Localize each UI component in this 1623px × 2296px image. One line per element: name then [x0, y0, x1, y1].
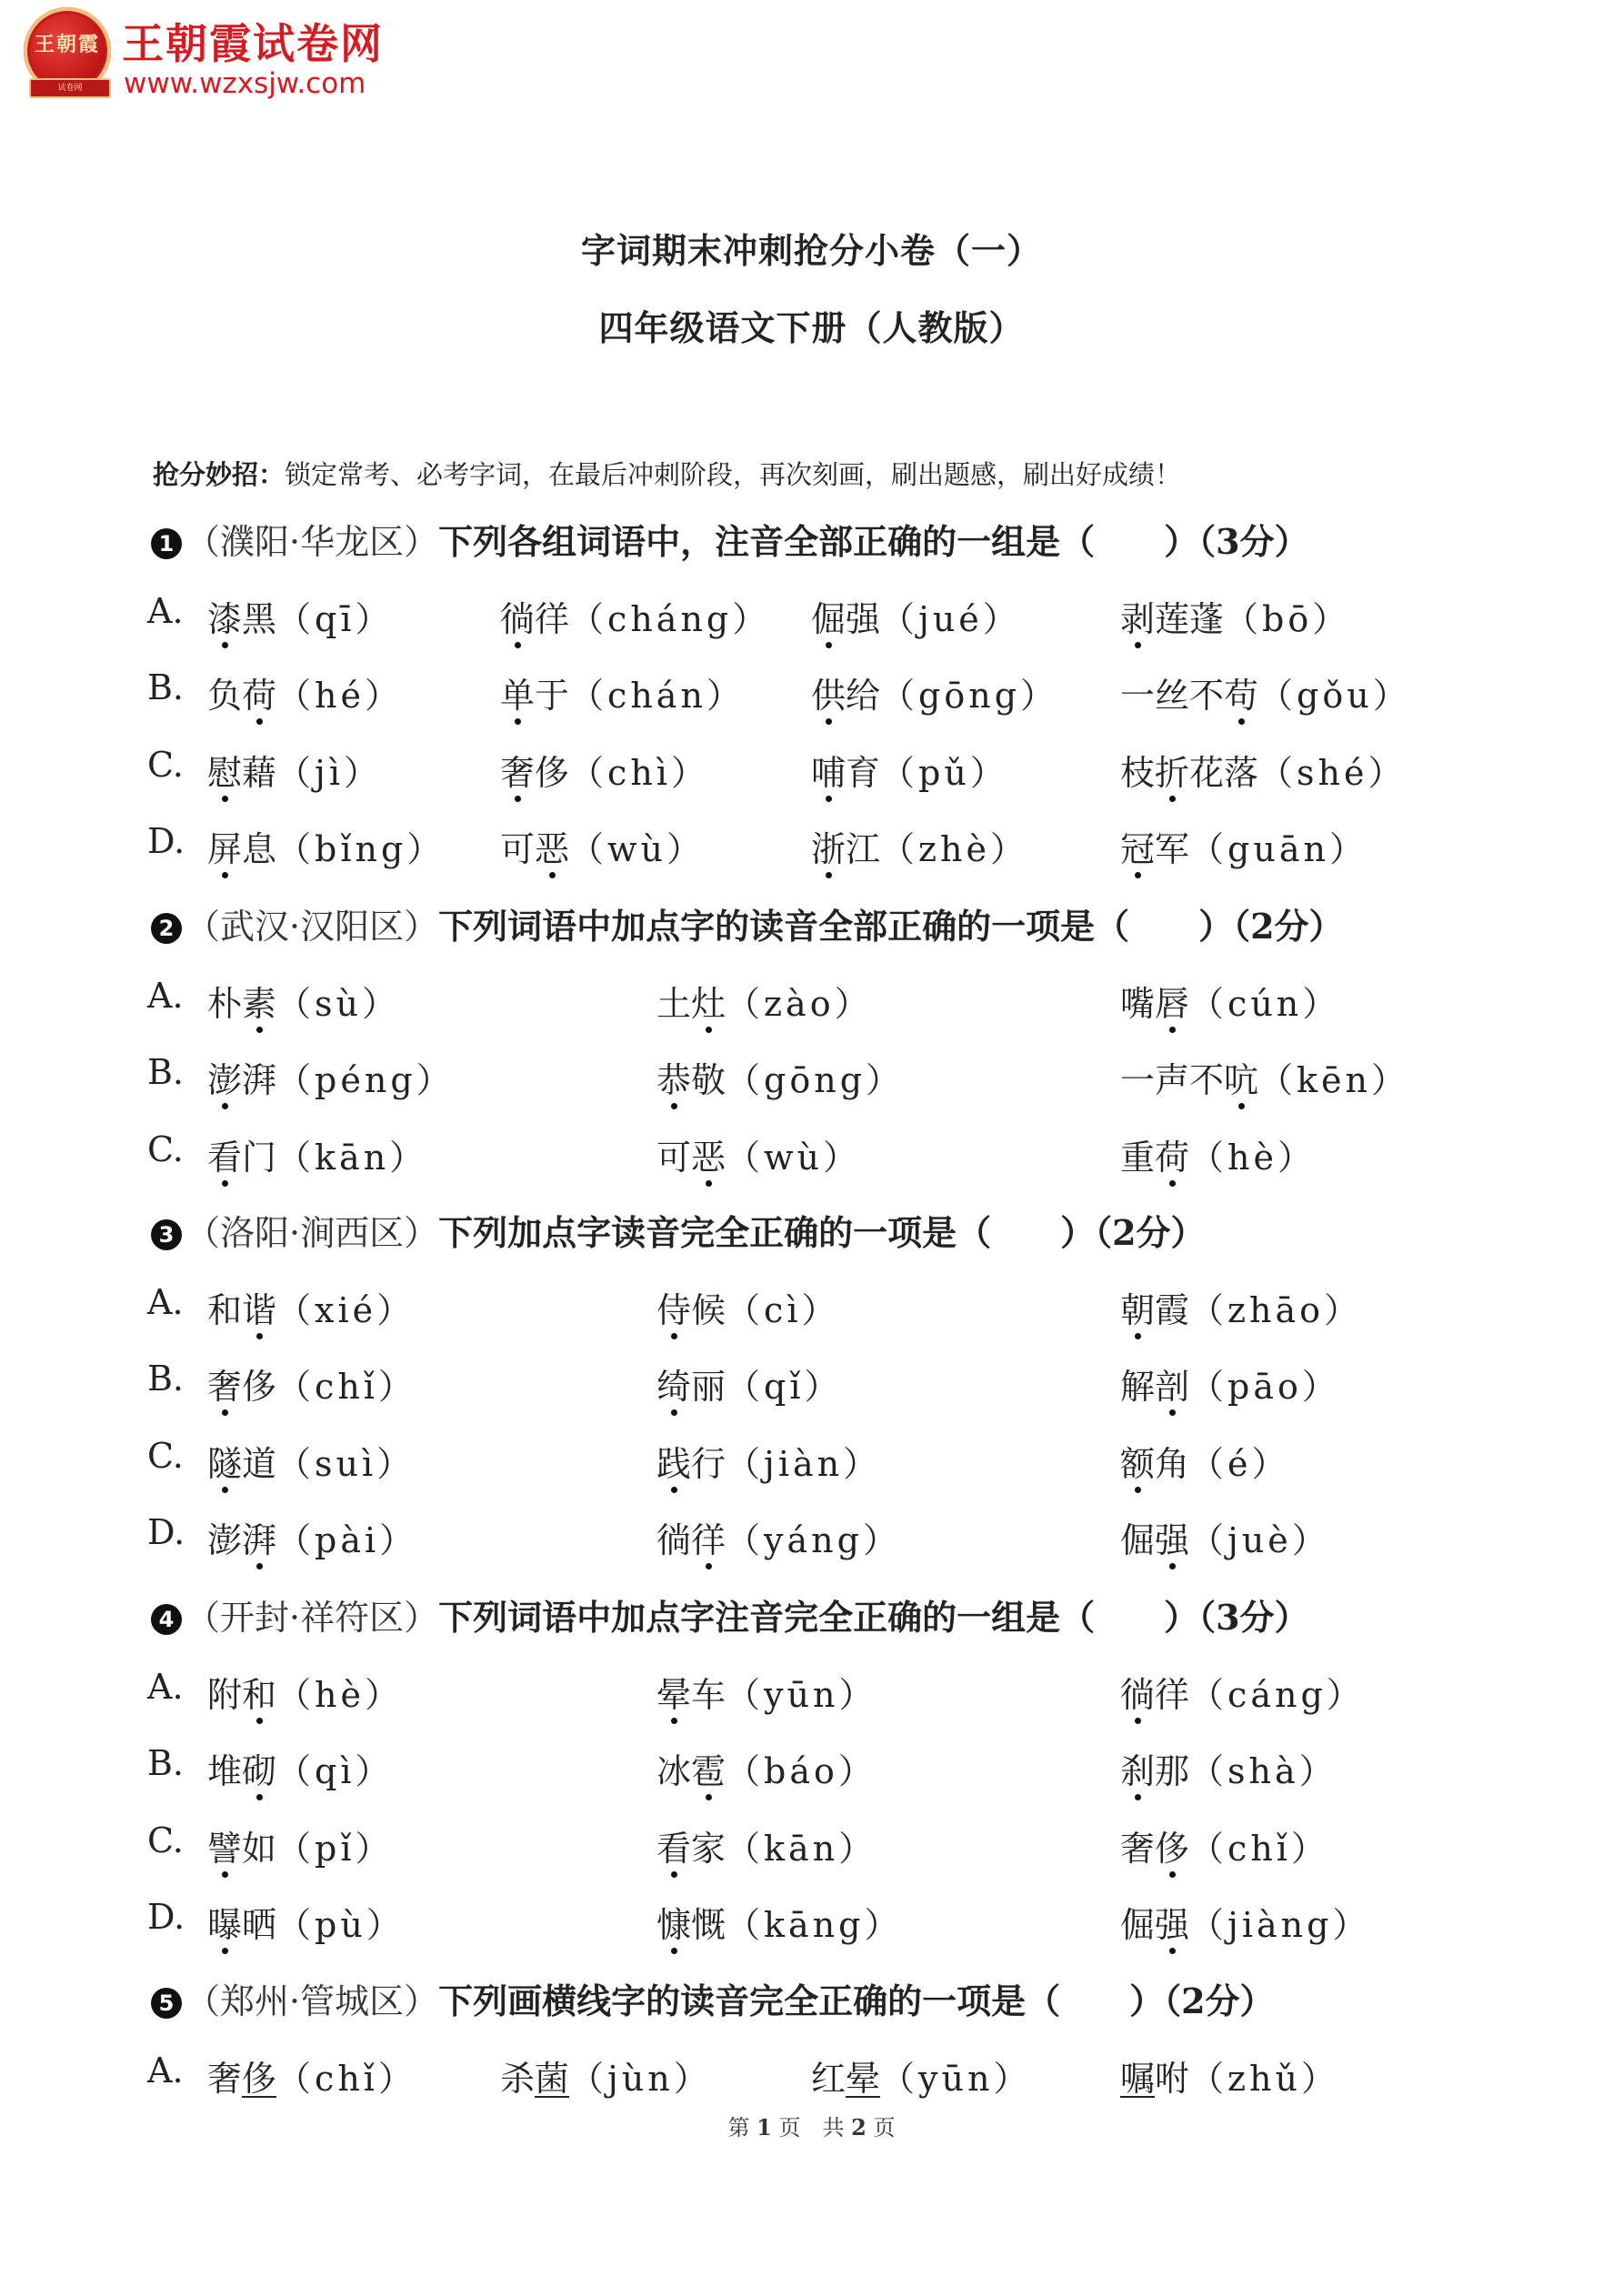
dotted-char: 供 [811, 667, 846, 717]
footer-total-pages: 2 [851, 2114, 867, 2141]
option-word [1120, 1129, 1316, 1179]
word-prefix: 红 [811, 2058, 847, 2099]
option-word [1120, 976, 1340, 1026]
option-letter: D. [147, 821, 185, 861]
option-letter: A. [147, 590, 184, 631]
option-word [656, 1512, 901, 1562]
option-letter: D. [147, 1897, 185, 1937]
pinyin: （báo） [726, 1751, 877, 1791]
word-suffix: 强 [846, 598, 881, 639]
option-letter: C. [147, 744, 184, 785]
pinyin: （gōng） [880, 676, 1059, 716]
pinyin: （cháng） [569, 598, 771, 639]
dotted-char: 荷 [1155, 1129, 1189, 1179]
page-title: 字词期末冲刺抢分小卷（一） [580, 230, 1042, 271]
dotted-char: 绮 [656, 1359, 691, 1409]
dotted-char: 慷 [656, 1897, 691, 1947]
word-prefix: 和 [207, 1289, 243, 1330]
pinyin: （zhè） [880, 829, 1029, 869]
dotted-char: 强 [1155, 1897, 1189, 1947]
pinyin: （cáng） [1189, 1674, 1365, 1715]
dotted-char: 单 [500, 667, 535, 717]
dotted-char: 晕 [656, 1667, 691, 1717]
option-word [207, 2050, 416, 2100]
option-word [656, 1129, 861, 1179]
question-source: （郑州·管城区） [185, 1981, 439, 2021]
option-letter: B. [147, 1359, 185, 1399]
pinyin: （juè） [1189, 1520, 1330, 1560]
option-word [656, 1667, 877, 1717]
option-word [1120, 821, 1368, 871]
option-word [1120, 1512, 1330, 1562]
pinyin: （zhǔ） [1189, 2058, 1339, 2099]
word-suffix: 如 [242, 1828, 277, 1869]
option-word [656, 1359, 843, 1409]
word-prefix: 解 [1120, 1367, 1156, 1407]
option-word [207, 1052, 455, 1102]
option-word [1120, 1052, 1409, 1102]
pinyin: （hè） [276, 1674, 403, 1715]
underlined-char: 侈 [242, 2058, 277, 2099]
pinyin: （hè） [1189, 1137, 1316, 1178]
pinyin: （chán） [569, 676, 745, 716]
option-word [811, 745, 1008, 795]
question-score: （2分） [1164, 1980, 1275, 2021]
dotted-char: 奢 [207, 1359, 242, 1409]
pinyin: （zhāo） [1189, 1289, 1363, 1330]
dotted-char: 刹 [1120, 1743, 1155, 1793]
question-text: 下列加点字读音完全正确的一项是（ ） [438, 1212, 1096, 1253]
word-suffix: 给 [846, 676, 881, 716]
footer-mid: 页 共 [778, 2115, 845, 2141]
option-word [207, 1512, 417, 1562]
word-suffix: 侈 [535, 752, 570, 793]
dotted-char: 折 [1155, 745, 1189, 795]
option-letter: A. [147, 975, 184, 1016]
option-letter: B. [147, 667, 185, 707]
word-suffix: 侈 [242, 1367, 277, 1407]
pinyin: （cún） [1189, 983, 1341, 1024]
word-prefix: 负 [207, 676, 243, 716]
question-header [151, 1973, 1275, 2023]
question-source: （洛阳·涧西区） [185, 1213, 439, 1253]
dotted-char: 倔 [811, 591, 846, 641]
dotted-char: 看 [207, 1129, 242, 1179]
question-score: （3分） [1198, 1597, 1309, 1638]
dotted-char: 恭 [656, 1052, 691, 1102]
logo-seal-ribbon: 试卷网 [29, 78, 111, 98]
option-word [1120, 2050, 1339, 2100]
footer-pre: 第 [727, 2115, 750, 2141]
page-footer [0, 2110, 1623, 2141]
word-suffix: 江 [846, 829, 881, 869]
pinyin: （jiàng） [1189, 1905, 1371, 1945]
question-number-icon: 3 [151, 1219, 182, 1250]
pinyin: （jiàn） [726, 1443, 882, 1484]
word-suffix: 家 [691, 1828, 726, 1869]
option-word [1120, 1282, 1362, 1332]
option-word [1120, 1359, 1340, 1409]
footer-post: 页 [873, 2115, 896, 2141]
question-number-icon: 1 [151, 528, 182, 559]
option-word [207, 591, 394, 641]
question-number-icon: 2 [151, 913, 182, 944]
underlined-char: 菌 [535, 2058, 570, 2099]
pinyin: （bō） [1224, 598, 1351, 639]
option-word [656, 1820, 877, 1870]
option-word [500, 2050, 712, 2100]
option-word [207, 745, 382, 795]
dotted-char: 朝 [1120, 1282, 1155, 1332]
word-suffix: 门 [242, 1137, 277, 1178]
pinyin: （kān） [276, 1137, 428, 1178]
dotted-char: 譬 [207, 1820, 242, 1870]
option-word [207, 1667, 403, 1717]
word-prefix: 枝 [1120, 752, 1156, 793]
word-suffix: 慨 [691, 1905, 726, 1945]
question-source: （开封·祥符区） [185, 1598, 439, 1638]
word-prefix: 堆 [207, 1751, 243, 1791]
pinyin: （yūn） [726, 1674, 877, 1715]
word-prefix: 奢 [1120, 1828, 1156, 1869]
word-prefix: 倔 [1120, 1520, 1156, 1560]
option-letter: C. [147, 1435, 184, 1476]
dotted-char: 屏 [207, 821, 242, 871]
pinyin: （yáng） [726, 1520, 901, 1560]
word-suffix: 晒 [242, 1905, 277, 1945]
word-prefix: 重 [1120, 1137, 1156, 1178]
footer-page-number: 1 [756, 2114, 772, 2141]
pinyin: （péng） [276, 1060, 455, 1100]
word-prefix: 土 [656, 983, 692, 1024]
question-text: 下列各组词语中，注音全部正确的一组是（ ） [438, 521, 1199, 562]
pinyin: （yūn） [880, 2058, 1032, 2099]
word-prefix: 奢 [207, 2058, 243, 2099]
word-suffix: 霞 [1155, 1289, 1190, 1330]
underlined-char: 嘱 [1120, 2058, 1156, 2099]
brand-url: www.wzxsjw.com [124, 67, 366, 100]
option-letter: C. [147, 1128, 184, 1169]
pinyin: （chǐ） [1189, 1828, 1329, 1869]
question-source: （濮阳·华龙区） [185, 522, 439, 562]
page-subtitle: 四年级语文下册（人教版） [598, 307, 1025, 348]
option-word [656, 1052, 904, 1102]
question-text: 下列词语中加点字注音完全正确的一组是（ ） [438, 1597, 1199, 1638]
option-word [207, 1820, 394, 1870]
option-word [207, 1282, 415, 1332]
question-number-icon: 4 [151, 1604, 182, 1635]
word-suffix: 丽 [691, 1367, 726, 1407]
dotted-char: 慰 [207, 745, 242, 795]
dotted-char: 哺 [811, 745, 846, 795]
pinyin: （pǔ） [880, 752, 1008, 793]
dotted-char: 素 [242, 976, 276, 1026]
word-prefix: 徜 [656, 1520, 692, 1560]
option-letter: B. [147, 1052, 185, 1092]
option-word [811, 667, 1058, 717]
dotted-char: 和 [242, 1667, 276, 1717]
dotted-char: 苟 [1224, 667, 1258, 717]
pinyin: （gǒu） [1258, 676, 1411, 716]
word-prefix: 可 [500, 829, 536, 869]
pinyin: （kān） [726, 1828, 877, 1869]
word-suffix: 军 [1155, 829, 1190, 869]
pinyin: （sù） [276, 983, 401, 1024]
option-word [207, 1129, 427, 1179]
word-suffix: 湃 [242, 1060, 277, 1100]
option-word [656, 1743, 877, 1793]
pinyin: （chì） [569, 752, 709, 793]
pinyin: （kēn） [1258, 1060, 1410, 1100]
pinyin: （shà） [1189, 1751, 1337, 1791]
option-word [500, 667, 745, 717]
pinyin: （pù） [276, 1905, 405, 1945]
option-word [207, 821, 445, 871]
question-score: （2分） [1095, 1212, 1206, 1253]
word-suffix: 徉 [535, 598, 570, 639]
option-word [656, 1282, 839, 1332]
dotted-char: 吭 [1224, 1052, 1258, 1102]
option-letter: A. [147, 1281, 184, 1322]
word-suffix: 那 [1155, 1751, 1190, 1791]
dotted-char: 额 [1120, 1436, 1155, 1486]
pinyin: （qì） [276, 1751, 394, 1791]
pinyin: （wù） [726, 1137, 862, 1178]
tip-label: 抢分妙招： [153, 459, 286, 490]
site-logo [24, 7, 442, 107]
dotted-char: 践 [656, 1436, 691, 1486]
option-word [207, 1436, 415, 1486]
option-letter: C. [147, 1820, 184, 1860]
tip-line [153, 455, 1181, 492]
word-suffix: 育 [846, 752, 881, 793]
option-word [207, 976, 400, 1026]
word-suffix: 候 [691, 1289, 726, 1330]
pinyin: （qǐ） [726, 1367, 843, 1407]
dotted-char: 冠 [1120, 821, 1155, 871]
pinyin: （xié） [276, 1289, 416, 1330]
option-word [1120, 1667, 1365, 1717]
dotted-char: 曝 [207, 1897, 242, 1947]
option-word [500, 591, 770, 641]
option-letter: D. [147, 1512, 185, 1552]
pinyin: （kāng） [726, 1905, 903, 1945]
pinyin: （suì） [276, 1443, 416, 1484]
option-letter: B. [147, 1743, 185, 1783]
word-suffix: 角 [1155, 1443, 1190, 1484]
word-prefix: 澎 [207, 1520, 243, 1560]
option-word [500, 821, 705, 871]
dotted-char: 唇 [1155, 976, 1189, 1026]
word-prefix: 附 [207, 1674, 243, 1715]
option-word [1120, 1743, 1337, 1793]
word-suffix: 于 [535, 676, 570, 716]
dotted-char: 湃 [242, 1512, 276, 1562]
option-word [207, 667, 403, 717]
word-prefix: 一丝不 [1120, 676, 1225, 716]
dotted-char: 徜 [1120, 1667, 1155, 1717]
word-prefix: 朴 [207, 983, 243, 1024]
option-word [811, 591, 1021, 641]
tip-text: 锁定常考、必考字词，在最后冲刺阶段，再次刻画，刷出题感，刷出好成绩！ [285, 459, 1182, 490]
option-word [207, 1743, 394, 1793]
word-suffix: 莲蓬 [1155, 598, 1225, 639]
dotted-char: 恶 [535, 821, 569, 871]
pinyin: （hé） [276, 676, 403, 716]
brand-name: 王朝霞试卷网 [122, 19, 384, 68]
dotted-char: 恶 [691, 1129, 726, 1179]
question-header [151, 514, 1309, 564]
pinyin: （pāo） [1189, 1367, 1340, 1407]
word-suffix: 藉 [242, 752, 277, 793]
option-word [1120, 667, 1411, 717]
pinyin: （pǐ） [276, 1828, 394, 1869]
pinyin: （guān） [1189, 829, 1368, 869]
dotted-char: 谐 [242, 1282, 276, 1332]
option-word [811, 2050, 1031, 2100]
question-header [151, 898, 1344, 948]
word-prefix: 杀 [500, 2058, 536, 2099]
logo-seal-text: 王朝霞 [34, 33, 100, 56]
pinyin: （chǐ） [276, 1367, 416, 1407]
question-text: 下列词语中加点字的读音全部正确的一项是（ ） [438, 906, 1234, 947]
word-prefix: 嘴 [1120, 983, 1156, 1024]
word-prefix: 一声不 [1120, 1060, 1225, 1100]
question-source: （武汉·汉阳区） [185, 907, 439, 947]
dotted-char: 荷 [242, 667, 276, 717]
option-word [1120, 1897, 1370, 1947]
word-suffix: 息 [242, 829, 277, 869]
dotted-char: 剥 [1120, 591, 1155, 641]
pinyin: （bǐng） [276, 829, 446, 869]
dotted-char: 剖 [1155, 1359, 1189, 1409]
word-suffix: 黑 [242, 598, 277, 639]
dotted-char: 徜 [500, 591, 535, 641]
pinyin: （jì） [276, 752, 382, 793]
pinyin: （jùn） [569, 2058, 712, 2099]
option-word [811, 821, 1028, 871]
question-text: 下列画横线字的读音完全正确的一项是（ ） [438, 1980, 1165, 2021]
dotted-char: 漆 [207, 591, 242, 641]
dotted-char: 砌 [242, 1743, 276, 1793]
option-word [656, 1897, 903, 1947]
word-suffix: 车 [691, 1674, 726, 1715]
question-score: （3分） [1198, 521, 1309, 562]
word-suffix: 徉 [1155, 1674, 1190, 1715]
word-suffix: 花落 [1189, 752, 1259, 793]
pinyin: （é） [1189, 1443, 1290, 1484]
pinyin: （jué） [880, 598, 1021, 639]
option-word [656, 1436, 881, 1486]
option-word [1120, 591, 1350, 641]
dotted-char: 侍 [656, 1282, 691, 1332]
pinyin: （gōng） [726, 1060, 905, 1100]
question-score: （2分） [1233, 906, 1344, 947]
pinyin: （zào） [726, 983, 873, 1024]
dotted-char: 灶 [691, 976, 726, 1026]
word-prefix: 可 [656, 1137, 692, 1178]
option-word [207, 1359, 416, 1409]
option-word [207, 1897, 405, 1947]
word-suffix: 敬 [691, 1060, 726, 1100]
dotted-char: 侈 [1155, 1820, 1189, 1870]
dotted-char: 浙 [811, 821, 846, 871]
dotted-char: 看 [656, 1820, 691, 1870]
question-number-icon: 5 [151, 1988, 182, 2019]
word-prefix: 冰 [656, 1751, 692, 1791]
option-letter: A. [147, 1666, 184, 1707]
option-word [1120, 745, 1407, 795]
dotted-char: 强 [1155, 1512, 1189, 1562]
pinyin: （qī） [276, 598, 394, 639]
word-suffix: 道 [242, 1443, 277, 1484]
pinyin: （pài） [276, 1520, 418, 1560]
dotted-char: 澎 [207, 1052, 242, 1102]
question-header [151, 1589, 1309, 1639]
option-word [1120, 1820, 1329, 1870]
dotted-char: 奢 [500, 745, 535, 795]
option-word [1120, 1436, 1290, 1486]
question-header [151, 1205, 1206, 1255]
word-suffix: 咐 [1155, 2058, 1190, 2099]
pinyin: （shé） [1258, 752, 1407, 793]
word-suffix: 行 [691, 1443, 726, 1484]
pinyin: （cì） [726, 1289, 840, 1330]
dotted-char: 隧 [207, 1436, 242, 1486]
option-word [656, 976, 873, 1026]
underlined-char: 晕 [846, 2058, 881, 2099]
pinyin: （chǐ） [276, 2058, 416, 2099]
dotted-char: 雹 [691, 1743, 726, 1793]
pinyin: （wù） [569, 829, 706, 869]
option-word [500, 745, 709, 795]
dotted-char: 徉 [691, 1512, 726, 1562]
option-letter: A. [147, 2050, 184, 2090]
word-prefix: 倔 [1120, 1905, 1156, 1945]
